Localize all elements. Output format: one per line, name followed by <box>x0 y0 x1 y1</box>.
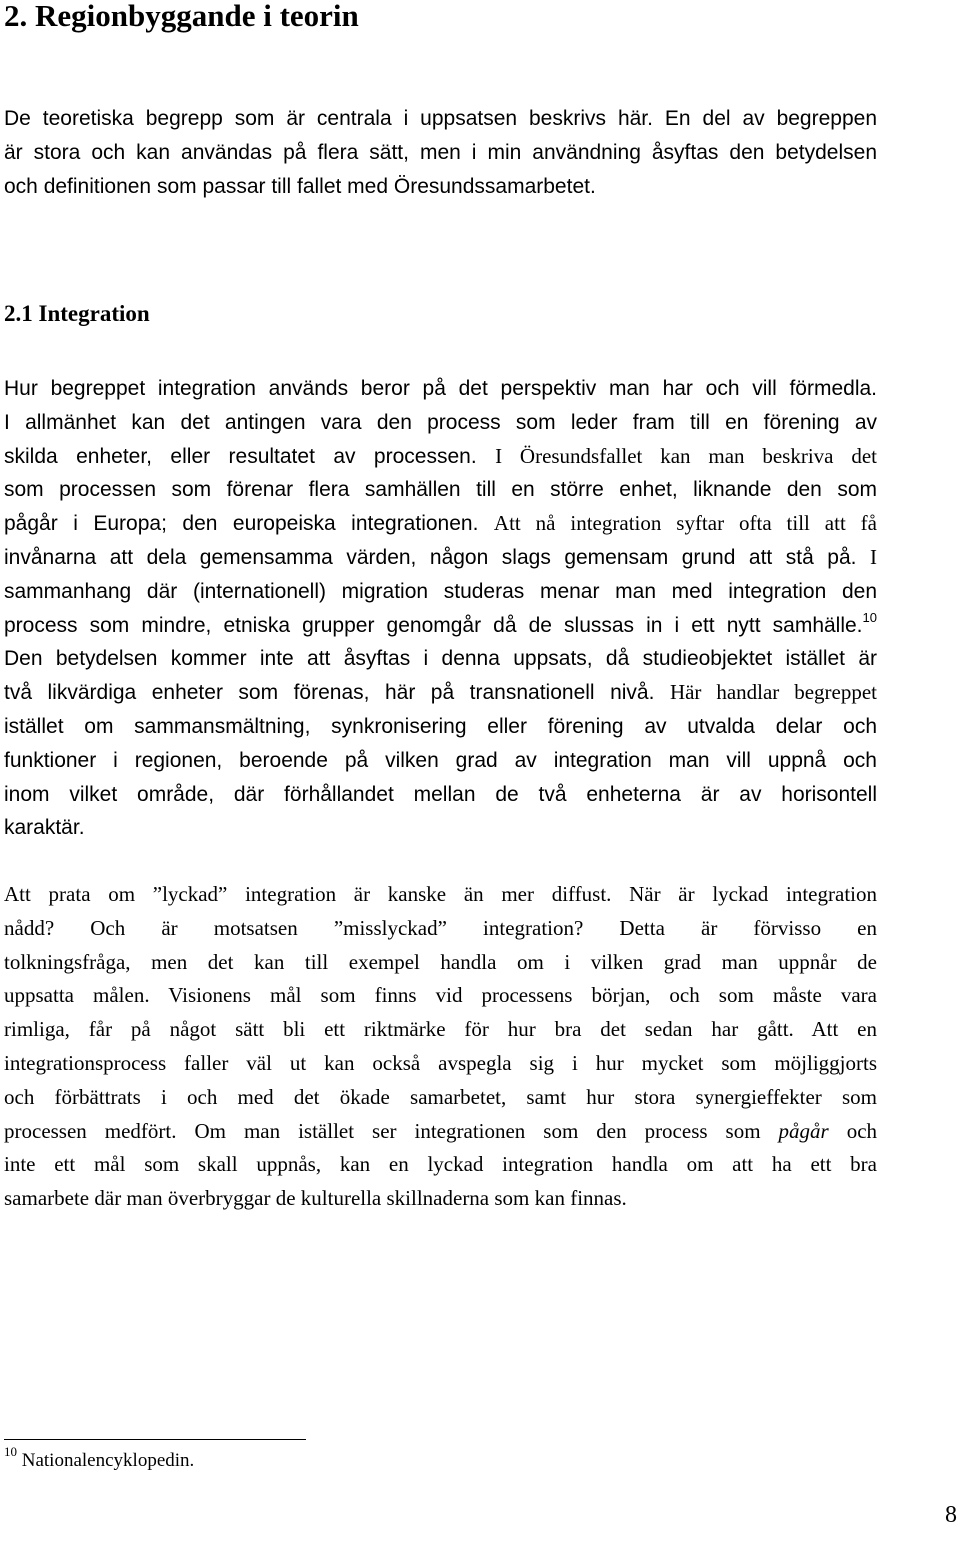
body-line: sammanhang där (internationell) migration studeras menar man med integration den <box>4 579 877 603</box>
body-line <box>4 541 877 575</box>
body-line <box>4 1115 877 1149</box>
chapter-title: 2. Regionbyggande i teorin <box>4 0 359 33</box>
intro-paragraph <box>4 102 877 204</box>
intro-line: och definitionen som passar till fallet med Öresundssamarbetet. <box>4 175 596 198</box>
body-text: I <box>870 544 877 569</box>
body-line <box>4 440 877 474</box>
emphasized-word: pågår <box>778 1118 829 1143</box>
body-line <box>4 609 877 643</box>
body-text: pågår i Europa; den europeiska integrationen. <box>4 512 479 536</box>
body-line: inte ett mål som skall uppnås, kan en lyckad integration handla om att ha ett bra <box>4 1152 877 1177</box>
body-line: samarbete där man överbryggar de kulturella skillnaderna som kan finnas. <box>4 1186 627 1211</box>
body-line: nådd? Och är motsatsen ”misslyckad” integration? Detta är förvisso en <box>4 915 877 940</box>
body-text: Här handlar begreppet <box>669 680 877 705</box>
body-line: som processen som förenar flera samhällen till en större enhet, liknande den som <box>4 478 877 502</box>
body-line: Den betydelsen kommer inte att åsyftas i denna uppsats, då studieobjektet istället är <box>4 647 877 671</box>
body-line: rimliga, får på något sätt bli ett riktmärke för hur bra det sedan har gått. Att en <box>4 1017 877 1042</box>
footnote <box>4 1443 195 1474</box>
body-line: och förbättrats i och med det ökade samarbetet, samt hur stora synergieffekter som <box>4 1084 877 1109</box>
body-line: inom vilket område, där förhållandet mellan de två enheterna är av horisontell <box>4 782 877 806</box>
body-text: skilda enheter, eller resultatet av processen. <box>4 444 477 468</box>
integration-paragraph-2 <box>4 878 877 1216</box>
intro-line: är stora och kan användas på flera sätt, men i min användning åsyftas den betydelsen <box>4 141 877 164</box>
page-number: 8 <box>945 1502 957 1528</box>
body-line: integrationsprocess faller väl ut kan också avspegla sig i hur mycket som möjliggjorts <box>4 1050 877 1075</box>
body-line <box>4 507 877 541</box>
footnote-number: 10 <box>4 1443 17 1459</box>
integration-paragraph-1 <box>4 372 877 845</box>
body-text: process som mindre, etniska grupper genomgår då de slussas in i ett nytt samhälle. <box>4 613 863 637</box>
footnote-reference[interactable]: 10 <box>862 609 877 625</box>
body-text: invånarna att dela gemensamma värden, någon slags gemensam grund att stå på. <box>4 545 857 569</box>
intro-line: De teoretiska begrepp som är centrala i uppsatsen beskrivs här. En del av begreppen <box>4 107 877 130</box>
body-line: istället om sammansmältning, synkronisering eller förening av utvalda delar och <box>4 714 877 738</box>
body-line: uppsatta målen. Visionens mål som finns vid processens början, och som måste vara <box>4 983 877 1008</box>
body-line: I allmänhet kan det antingen vara den process som leder fram till en förening av <box>4 410 877 434</box>
body-line: tolkningsfråga, men det kan till exempel handla om i vilken grad man uppnår de <box>4 949 877 974</box>
body-text: två likvärdiga enheter som förenas, här på transnationell nivå. <box>4 681 655 705</box>
body-text: Att nå integration syftar ofta till att få <box>493 511 877 536</box>
body-line: funktioner i regionen, beroende på vilken grad av integration man vill uppnå och <box>4 748 877 772</box>
footnote-text: Nationalencyklopedin. <box>21 1450 195 1471</box>
body-line: Hur begreppet integration används beror på det perspektiv man har och vill förmedla. <box>4 377 877 400</box>
footnote-divider <box>4 1439 306 1440</box>
body-text: processen medfört. Om man istället ser integrationen som den process som <box>4 1118 761 1143</box>
body-text: och <box>846 1118 878 1143</box>
body-line: karaktär. <box>4 816 85 840</box>
body-text: I Öresundsfallet kan man beskriva det <box>495 443 877 468</box>
body-line: Att prata om ”lyckad” integration är kanske än mer diffust. När är lyckad integration <box>4 882 877 906</box>
section-title: 2.1 Integration <box>4 301 150 326</box>
body-line <box>4 676 877 710</box>
